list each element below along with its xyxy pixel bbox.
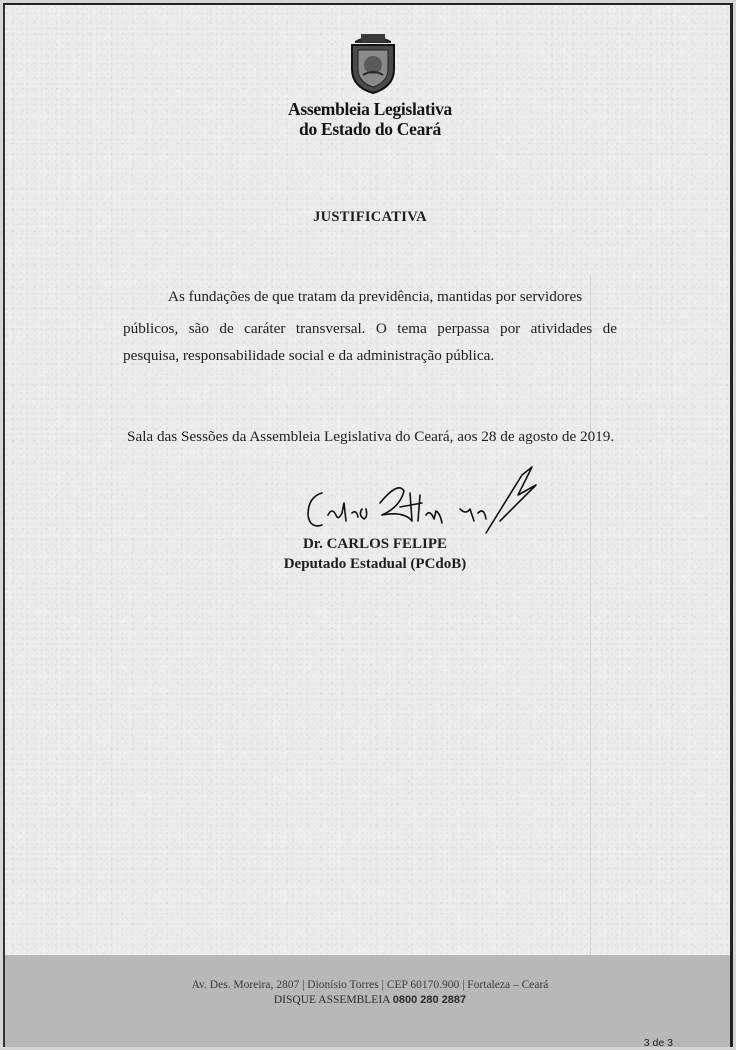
- handwritten-signature: [300, 463, 545, 543]
- footer-hotline: [5, 994, 733, 1006]
- place-and-date: Sala das Sessões da Assembleia Legislativa do Ceará, aos 28 de agosto de 2019.: [127, 428, 615, 445]
- ceara-coat-of-arms-icon: [347, 29, 399, 95]
- signer-role: Deputado Estadual (PCdoB): [283, 556, 467, 572]
- signer-name: Dr. CARLOS FELIPE: [302, 536, 448, 552]
- paragraph-line-2: públicos, são de caráter transversal. O tema perpassa por atividades de: [123, 320, 617, 337]
- footer-address: Av. Des. Moreira, 2807 | Dionísio Torres | CEP 60170.900 | Fortaleza – Ceará: [191, 979, 549, 991]
- paragraph-line-3: pesquisa, responsabilidade social e da administração pública.: [123, 347, 495, 364]
- hotline-label: DISQUE ASSEMBLEIA: [273, 994, 390, 1006]
- paragraph-line-1: As fundações de que tratam da previdência, mantidas por servidores: [168, 288, 583, 305]
- document-page: [3, 3, 733, 1047]
- scan-fold-line: [590, 275, 591, 955]
- footer-band: [5, 955, 733, 1047]
- org-name-line2: do Estado do Ceará: [299, 119, 441, 139]
- document-title: JUSTIFICATIVA: [313, 209, 427, 225]
- org-name-line1: Assembleia Legislativa: [287, 99, 453, 119]
- page-number: 3 de 3: [643, 1037, 673, 1047]
- hotline-number: 0800 280 2887: [392, 994, 467, 1006]
